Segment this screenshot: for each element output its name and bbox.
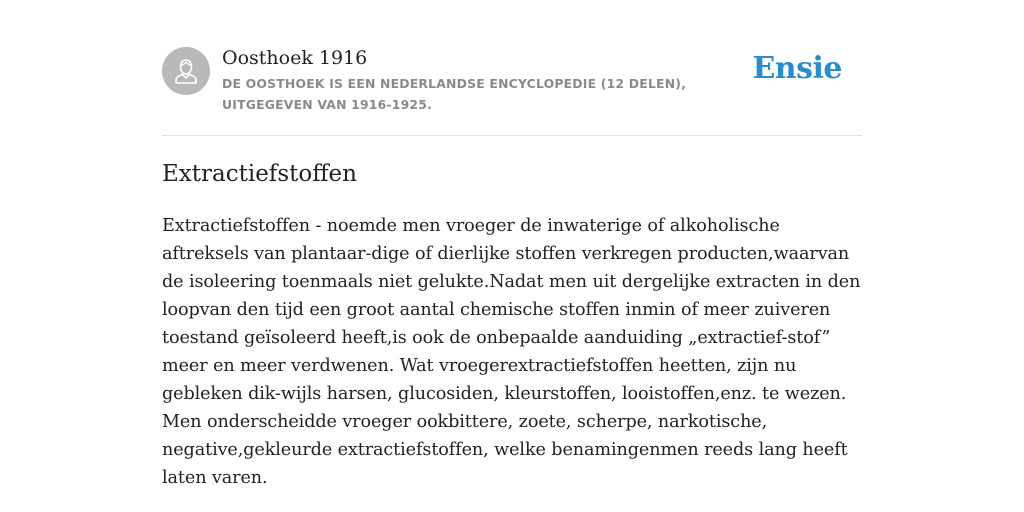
divider: [162, 135, 862, 136]
source-description: DE OOSTHOEK IS EEN NEDERLANDSE ENCYCLOPEDIE (12 DELEN), UITGEGEVEN VAN 1916-1925.: [222, 76, 687, 112]
ensie-logo[interactable]: Ensie: [752, 51, 842, 86]
source-header: [162, 46, 862, 136]
source-title[interactable]: Oosthoek 1916: [222, 47, 368, 69]
source-info: [222, 46, 762, 115]
article-body: Extractiefstoffen - noemde men vroeger de inwaterige of alkoholische aftreksels van plantaar-dige of dierlijke stoffen verkregen producten,waarvan de isoleering toenmaals niet gelukte.Nadat men uit dergelijke extracten in den loopvan den tijd een groot aantal chemische stoffen inmin of meer zuiveren toestand geïsoleerd heeft,is ook de onbepaalde aanduiding „extractief-stof” meer en meer verdwenen. Wat vroegerextractiefstoffen heetten, zijn nu gebleken dik-wijls harsen, glucosiden, kleurstoffen, looistoffen,enz. te wezen. Men onderscheidde vroeger ookbittere, zoete, scherpe, narkotische, negative,gekleurde extractiefstoffen, welke benamingenmen reeds lang heeft laten varen.: [162, 216, 861, 488]
user-placeholder-icon[interactable]: [162, 47, 210, 95]
article-title: Extractiefstoffen: [162, 161, 357, 187]
